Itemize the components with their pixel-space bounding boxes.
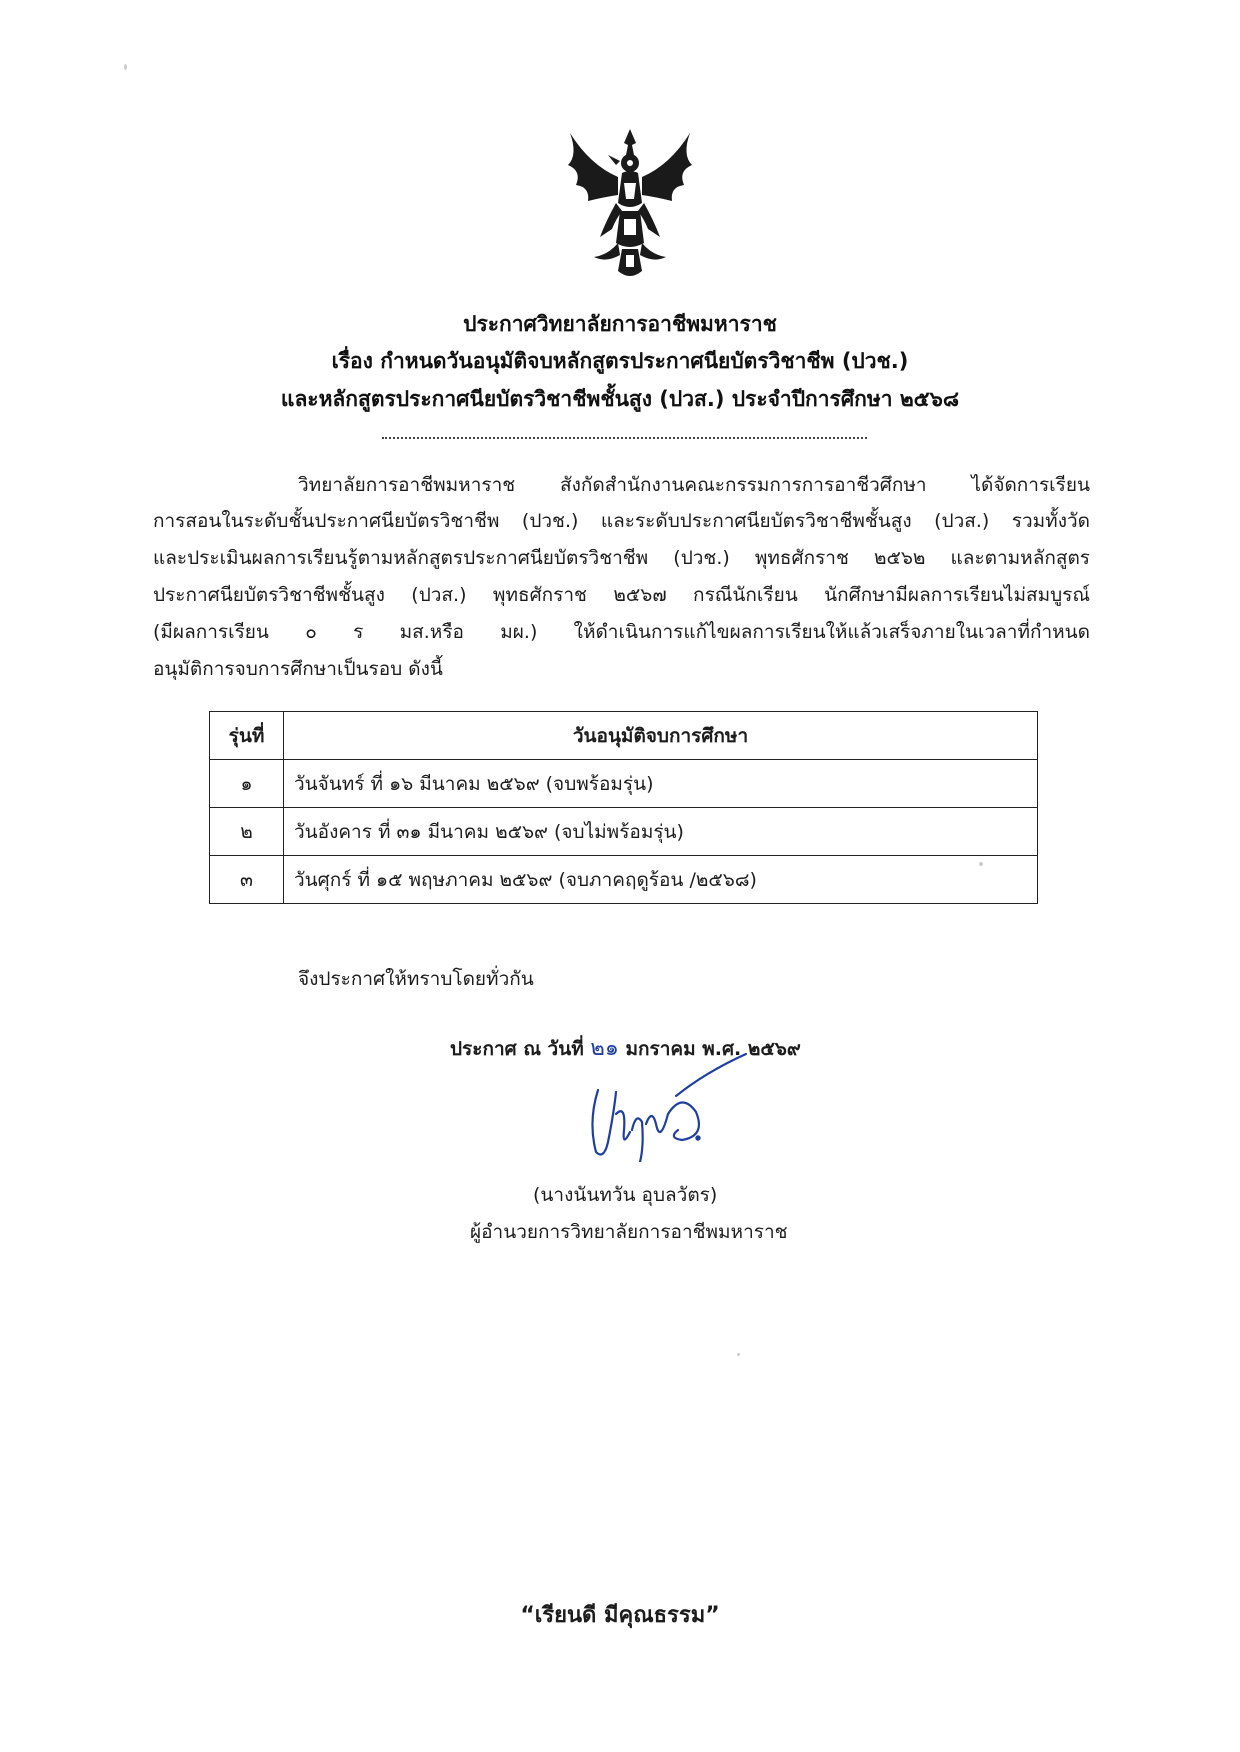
round-number: ๓ bbox=[210, 856, 284, 904]
body-line: และประเมินผลการเรียนรู้ตามหลักสูตรประกาศนียบัตรวิชาชีพ (ปวช.) พุทธศักราช ๒๕๖๒ และตามหลักสูตร bbox=[153, 547, 1090, 569]
body-line: ประกาศนียบัตรวิชาชีพชั้นสูง (ปวส.) พุทธศักราช ๒๕๖๗ กรณีนักเรียน นักศึกษามีผลการเรียนไม่สมบูรณ์ bbox=[153, 584, 1090, 606]
scan-speck bbox=[737, 1353, 740, 1356]
closing-statement: จึงประกาศให้ทราบโดยทั่วกัน bbox=[298, 968, 534, 990]
date-day-handwritten: ๒๑ bbox=[590, 1036, 619, 1061]
table-header-row bbox=[210, 712, 1038, 760]
body-line: การสอนในระดับชั้นประกาศนียบัตรวิชาชีพ (ปวช.) และระดับประกาศนียบัตรวิชาชีพชั้นสูง (ปวส.) รวมทั้งวัด bbox=[153, 510, 1090, 532]
signer-name: (นางนันทวัน อุบลวัตร) bbox=[533, 1184, 718, 1206]
garuda-emblem-icon bbox=[560, 125, 700, 285]
date-rest: มกราคม พ.ศ. ๒๕๖๙ bbox=[625, 1038, 801, 1060]
date-prefix: ประกาศ ณ วันที่ bbox=[450, 1038, 584, 1060]
column-header-approval-date: วันอนุมัติจบการศึกษา bbox=[284, 712, 1038, 760]
dotted-divider bbox=[382, 437, 867, 439]
graduation-schedule-table bbox=[209, 711, 1038, 904]
scan-speck bbox=[124, 64, 127, 70]
approval-date: วันจันทร์ ที่ ๑๖ มีนาคม ๒๕๖๙ (จบพร้อมรุ่น) bbox=[284, 760, 1038, 808]
body-line: อนุมัติการจบการศึกษาเป็นรอบ ดังนี้ bbox=[153, 658, 443, 680]
announcement-subject: เรื่อง กำหนดวันอนุมัติจบหลักสูตรประกาศนียบัตรวิชาชีพ (ปวช.) bbox=[331, 349, 909, 373]
college-motto: “เรียนดี มีคุณธรรม” bbox=[520, 1603, 720, 1628]
round-number: ๑ bbox=[210, 760, 284, 808]
table-row bbox=[210, 856, 1038, 904]
column-header-round: รุ่นที่ bbox=[210, 712, 284, 760]
announcement-subject-cont: และหลักสูตรประกาศนียบัตรวิชาชีพชั้นสูง (ปวส.) ประจำปีการศึกษา ๒๕๖๘ bbox=[280, 387, 960, 411]
round-number: ๒ bbox=[210, 808, 284, 856]
announcement-heading: ประกาศวิทยาลัยการอาชีพมหาราช bbox=[463, 312, 777, 336]
approval-date: วันศุกร์ ที่ ๑๕ พฤษภาคม ๒๕๖๙ (จบภาคฤดูร้อน /๒๕๖๘) bbox=[284, 856, 1038, 904]
approval-date: วันอังคาร ที่ ๓๑ มีนาคม ๒๕๖๙ (จบไม่พร้อมรุ่น) bbox=[284, 808, 1038, 856]
table-row bbox=[210, 760, 1038, 808]
table-row bbox=[210, 808, 1038, 856]
scan-speck bbox=[979, 862, 983, 866]
signer-title: ผู้อำนวยการวิทยาลัยการอาชีพมหาราช bbox=[470, 1221, 788, 1243]
signature-icon bbox=[586, 1052, 766, 1162]
body-line: (มีผลการเรียน ๐ ร มส.หรือ มผ.) ให้ดำเนินการแก้ไขผลการเรียนให้แล้วเสร็จภายในเวลาที่กำหนด bbox=[153, 621, 1090, 643]
body-line: วิทยาลัยการอาชีพมหาราช สังกัดสำนักงานคณะกรรมการการอาชีวศึกษา ได้จัดการเรียน bbox=[298, 474, 1090, 496]
